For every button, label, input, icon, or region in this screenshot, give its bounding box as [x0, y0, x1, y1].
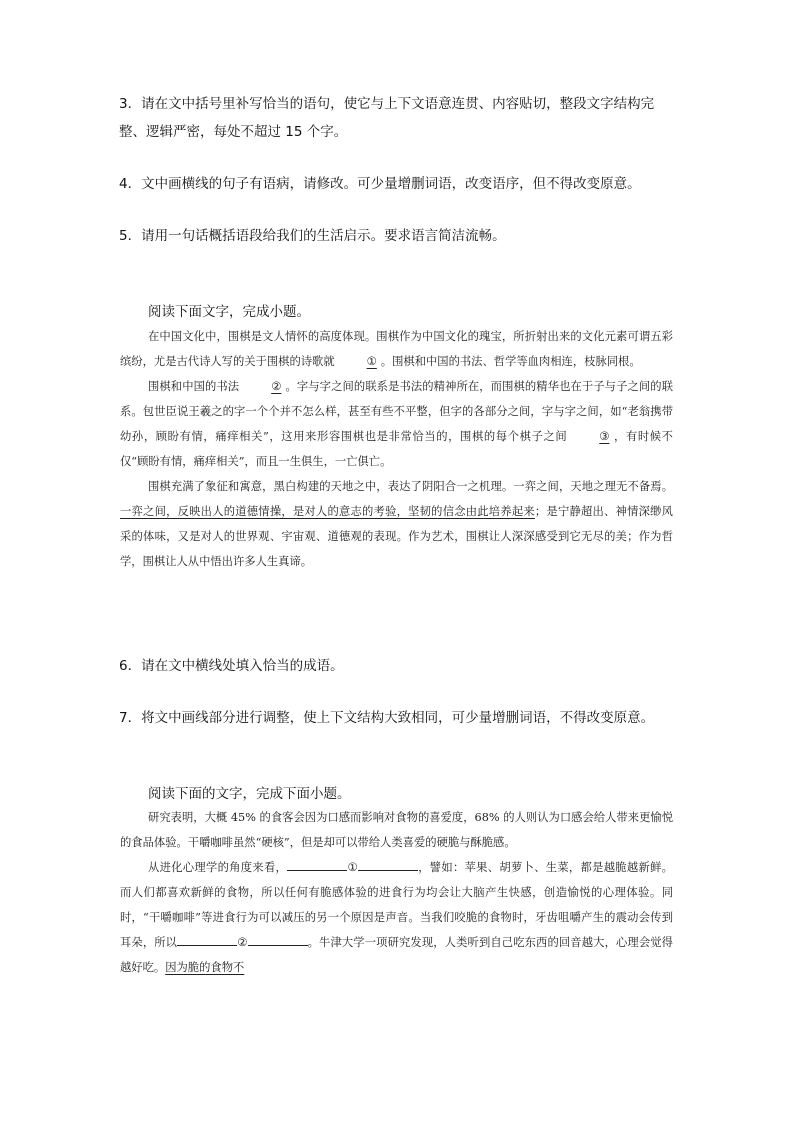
section-intro-crunch: 阅读下面的文字，完成下面小题。: [148, 786, 351, 802]
blank-3: ③: [599, 430, 610, 443]
question-5: 5．请用一句话概括语段给我们的生活启示。要求语言简洁流畅。: [119, 228, 506, 244]
question-3-line2: 整、逻辑严密，每处不超过 15 个字。: [119, 124, 348, 140]
question-6: 6．请在文中横线处填入恰当的成语。: [119, 658, 344, 674]
blank-1: ①: [366, 355, 377, 368]
go-paragraph-3: 围棋充满了象征和寓意，黑白构建的天地之中，表达了阴阳合一之机理。一弈之间，天地之理无不备焉。一弈之间，反映出人的道德情操，是对人的意志的考验，坚韧的信念由此培养起来；是宁静超出、神情深缈风采的体味，又是对人的世界观、宇宙观、道德观的表现。作为艺术，围棋让人深深感受到它无尽的美；作为哲学，围棋让人从中悟出许多人生真谛。: [120, 480, 673, 568]
question-7: 7．将文中画线部分进行调整，使上下文结构大致相同，可少量增删词语，不得改变原意。: [119, 710, 655, 726]
crunch-paragraph-1: 研究表明，大概 45% 的食客会因为口感而影响对食物的喜爱度，68% 的人则认为口感会给人带来更愉悦的食品体验。干嚼咖啡虽然“硬核”，但是却可以带给人类喜爱的硬脆与酥脆感。: [120, 811, 673, 849]
crunch-paragraph-2: 从进化心理学的角度来看， ① ，譬如：苹果、胡萝卜、生菜，都是越脆越新鲜。而人们都喜欢新鲜的食物，所以任何有脆感体验的进食行为均会让大脑产生快感，创造愉悦的心理体验。同时，“干嚼咖啡”等进食行为可以减压的另一个原因是声音。当我们咬脆的食物时，牙齿咀嚼产生的震动会传到耳朵，所以 ② 。牛津大学一项研究发现，人类听到自己吃东西的回音越大，心理会觉得越好吃。因为脆的食物不: [120, 855, 673, 980]
question-3: [119, 90, 684, 146]
blank-crunch-2: ②: [237, 936, 248, 949]
blank-2: ②: [271, 380, 282, 393]
go-passage: [120, 324, 673, 574]
underlined-fragment: 因为脆的食物不: [165, 961, 245, 974]
go-paragraph-2: 围棋和中国的书法 ② 。字与字之间的联系是书法的精神所在，而围棋的精华也在于子与子之间的联系。包世臣说王羲之的字一个个并不怎么样，甚至有些不平整，但字的各部分之间，字与字之间，如“老翁携带幼孙，顾盼有情，痛痒相关”，这用来形容围棋也是非常恰当的，围棋的每个棋子之间 ③ ，有时候不仅“顾盼有情，痛痒相关”，而且一生俱生，一亡俱亡。: [120, 374, 673, 474]
crunch-passage: [120, 805, 673, 980]
go-paragraph-1: 在中国文化中，围棋是文人情怀的高度体现。围棋作为中国文化的瑰宝，所折射出来的文化元素可谓五彩缤纷，尤是古代诗人写的关于围棋的诗歌就 ① 。围棋和中国的书法、哲学等血肉相连，枝脉同根。: [120, 324, 673, 374]
blank-crunch-1: ①: [347, 861, 358, 874]
section-intro-go: 阅读下面文字，完成小题。: [148, 304, 310, 320]
question-3-line1: 3．请在文中括号里补写恰当的语句，使它与上下文语意连贯、内容贴切，整段文字结构完: [119, 96, 655, 112]
underlined-sentence: 一弈之间，反映出人的道德情操，是对人的意志的考验，坚韧的信念由此培养起来: [120, 505, 535, 518]
question-4: 4．文中画横线的句子有语病，请修改。可少量增删词语，改变语序，但不得改变原意。: [119, 176, 641, 192]
